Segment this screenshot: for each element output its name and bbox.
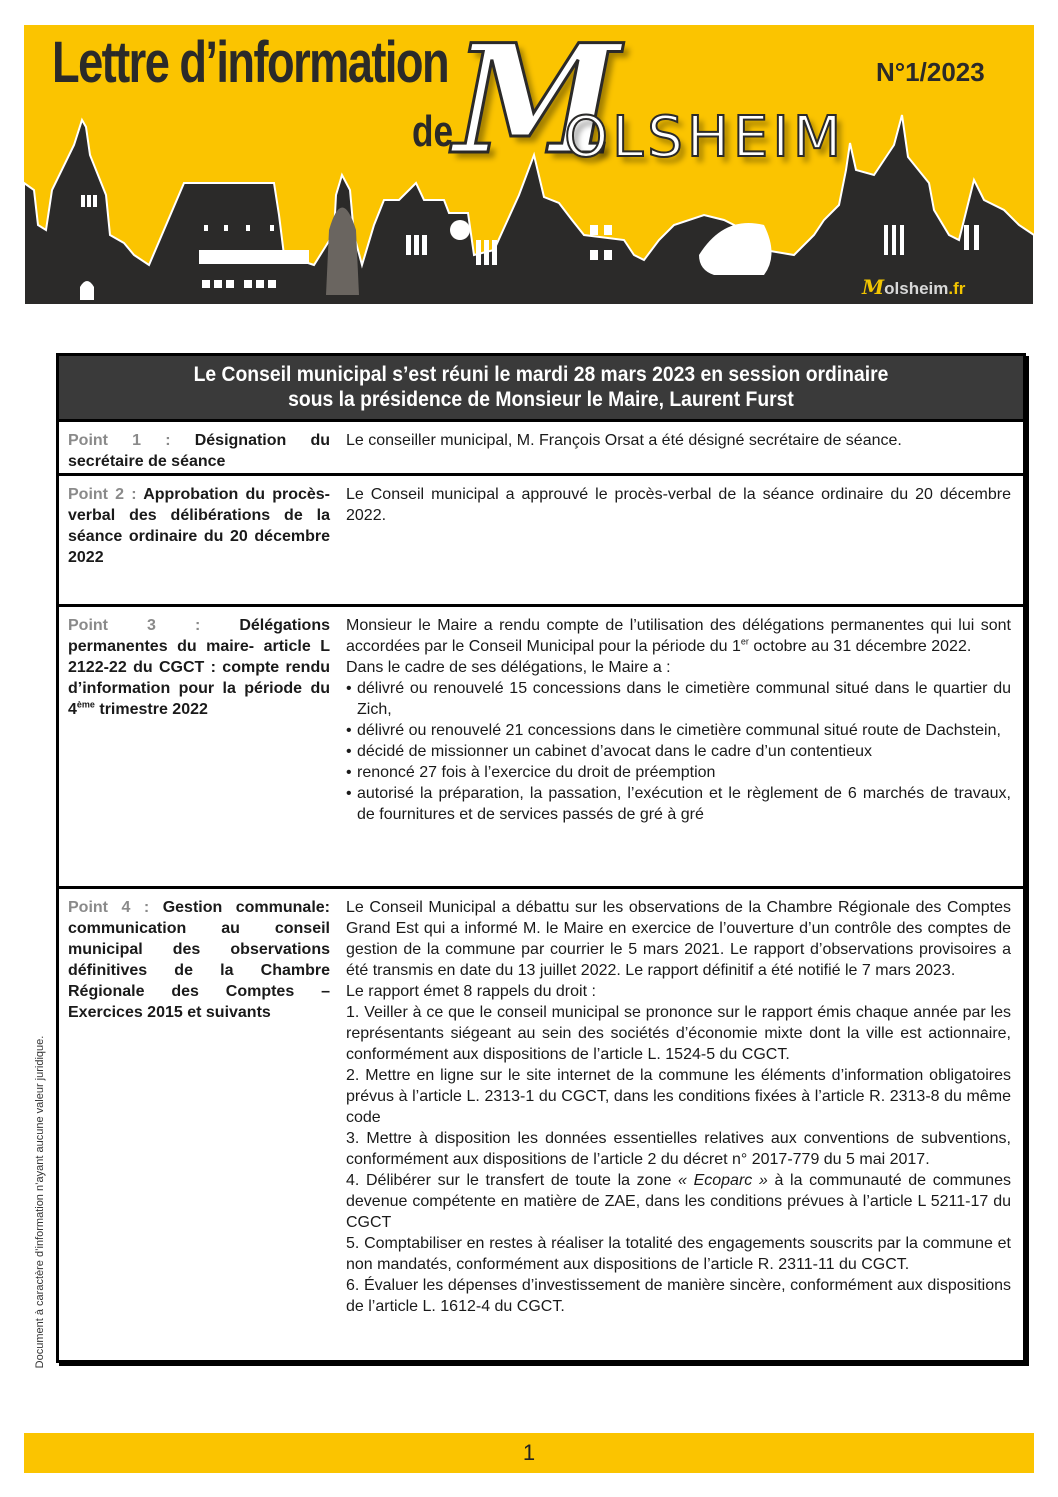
minutes-heading-line-2: sous la présidence de Monsieur le Maire, Laurent Furst xyxy=(288,388,794,411)
point-paragraph: Le conseiller municipal, M. François Orsat a été désigné secrétaire de séance. xyxy=(346,432,902,449)
point-body-cell xyxy=(338,476,1023,604)
point-lead: Le rapport émet 8 rappels du droit : xyxy=(346,983,596,1000)
molsheim-logo-text: OLSHEIM xyxy=(564,105,846,170)
ordinal-suffix: er xyxy=(740,636,749,647)
point-body-cell xyxy=(338,889,1023,1360)
point-body-cell xyxy=(338,422,1023,473)
delegations-list xyxy=(346,678,1011,825)
website-logo-tld: .fr xyxy=(948,279,966,298)
point-title-cell xyxy=(59,422,338,473)
page-footer xyxy=(24,1433,1034,1473)
minutes-row-point-1 xyxy=(59,422,1023,476)
point-paragraph: Le Conseil Municipal a débattu sur les observations de la Chambre Régionale des Comptes Grand Est qui a informé M. le Maire en exercice de l’ouverture d’un contrôle des comptes de gestion de la commune par courrier le 5 mars 2021. Le rapport d’observations provisoires a été transmis en date du 13 juillet 2022. Le rapport définitif a été notifié le 7 mars 2023. xyxy=(346,899,1011,979)
point-title: Désignation du secrétaire de séance xyxy=(68,432,330,470)
list-item: • renoncé 27 fois à l’exercice du droit de préemption xyxy=(346,762,1011,783)
masthead-banner xyxy=(24,25,1034,305)
monk-statue-illustration xyxy=(326,208,359,296)
minutes-row-point-4 xyxy=(59,889,1023,1360)
list-item: • décidé de missionner un cabinet d’avocat dans le cadre d’un contentieux xyxy=(346,741,1011,762)
reminder-text-end: à la communauté de communes devenue compétente en matière de ZAE, dans les conditions prévues à l’article L 5211-17 du CGCT xyxy=(346,1172,1011,1231)
list-item: • autorisé la préparation, la passation, l’exécution et le règlement de 6 marchés de travaux, de fournitures et de services passés de gré à gré xyxy=(346,783,1011,825)
list-item: • délivré ou renouvelé 15 concessions dans le cimetière communal situé dans le quartier du Zich, xyxy=(346,678,1011,720)
point-paragraph: Le Conseil municipal a approuvé le procès-verbal de la séance ordinaire du 20 décembre 2022. xyxy=(346,486,1011,524)
intro-text-end: octobre au 31 décembre 2022. xyxy=(748,638,972,655)
point-title-cell xyxy=(59,607,338,886)
point-label: Point 1 : xyxy=(68,432,171,449)
point-label: Point 3 : xyxy=(68,617,201,634)
point-title-end: trimestre 2022 xyxy=(94,701,208,718)
minutes-row-point-2 xyxy=(59,476,1023,607)
reminder-item: 6. Évaluer les dépenses d’investissement de manière sincère, conformément aux dispositions de l’article L. 1612-4 du CGCT. xyxy=(346,1277,1011,1315)
website-logo-name: olsheim xyxy=(884,279,949,298)
council-minutes-table xyxy=(56,353,1026,1363)
website-logo xyxy=(862,275,965,299)
ordinal-suffix: ème xyxy=(76,699,95,710)
intro-text: Monsieur le Maire a rendu compte de l’utilisation des délégations permanentes qui lui sont accordées par le Conseil Municipal pour la période du 1 xyxy=(346,617,1011,655)
molsheim-logo-m: M xyxy=(454,25,621,188)
point-title-cell xyxy=(59,476,338,604)
reminder-item: 5. Comptabiliser en restes à réaliser la totalité des engagements souscrits par la commune et non mandatés, conformément aux dispositions de l’article R. 2311-11 du CGCT. xyxy=(346,1235,1011,1273)
point-paragraph xyxy=(346,615,1011,657)
point-title: Approbation du procès-verbal des délibérations de la séance ordinaire du 20 décembre 2022 xyxy=(68,486,330,566)
newsletter-title-de: de xyxy=(412,107,454,156)
point-label: Point 4 : xyxy=(68,899,150,916)
minutes-heading xyxy=(59,356,1023,422)
minutes-heading-line-1: Le Conseil municipal s’est réuni le mardi 28 mars 2023 en session ordinaire xyxy=(193,363,889,386)
point-title: Gestion communale: communication au conseil municipal des observations définitives de la Chambre Régionale des Comptes – Exercices 2015 et suivants xyxy=(68,899,330,1021)
website-logo-m: M xyxy=(862,275,885,299)
newsletter-title: Lettre d’information xyxy=(52,30,449,95)
point-title-cell xyxy=(59,889,338,1360)
issue-number: N°1/2023 xyxy=(876,57,985,87)
list-item: • délivré ou renouvelé 21 concessions dans le cimetière communal situé route de Dachstein, xyxy=(346,720,1011,741)
point-title: Délégations permanentes du maire- article L 2122-22 du CGCT : compte rendu d’information pour la période du 4 xyxy=(68,617,330,718)
point-lead: Dans le cadre de ses délégations, le Maire a : xyxy=(346,659,671,676)
reminder-item: 3. Mettre à disposition les données essentielles relatives aux conventions de subventions, conformément aux dispositions de l’article 2 du décret n° 2017-779 du 5 mai 2017. xyxy=(346,1130,1011,1168)
reminder-item: 2. Mettre en ligne sur le site internet de la commune les éléments d’information obligatoires prévus à l’article L. 2313-1 du CGCT, dans les conditions fixées à l’article R. 2313-8 du même code xyxy=(346,1067,1011,1126)
reminder-emphasis: « Ecoparc » xyxy=(678,1172,768,1189)
reminder-item xyxy=(346,1170,1011,1233)
reminder-item: 1. Veiller à ce que le conseil municipal se prononce sur le rapport émis chaque année par les représentants siégeant au sein des sociétés d’économie mixte dont la ville est actionnaire, conformément aux dispositions de l’article L. 1524-5 du CGCT. xyxy=(346,1004,1011,1063)
minutes-row-point-3 xyxy=(59,607,1023,889)
page-number: 1 xyxy=(522,1440,536,1465)
legal-disclaimer: Document à caractère d’information n’ayant aucune valeur juridique. xyxy=(34,1035,46,1369)
reminder-text: 4. Délibérer sur le transfert de toute la zone xyxy=(346,1172,679,1189)
point-body-cell xyxy=(338,607,1023,886)
point-label: Point 2 : xyxy=(68,486,137,503)
